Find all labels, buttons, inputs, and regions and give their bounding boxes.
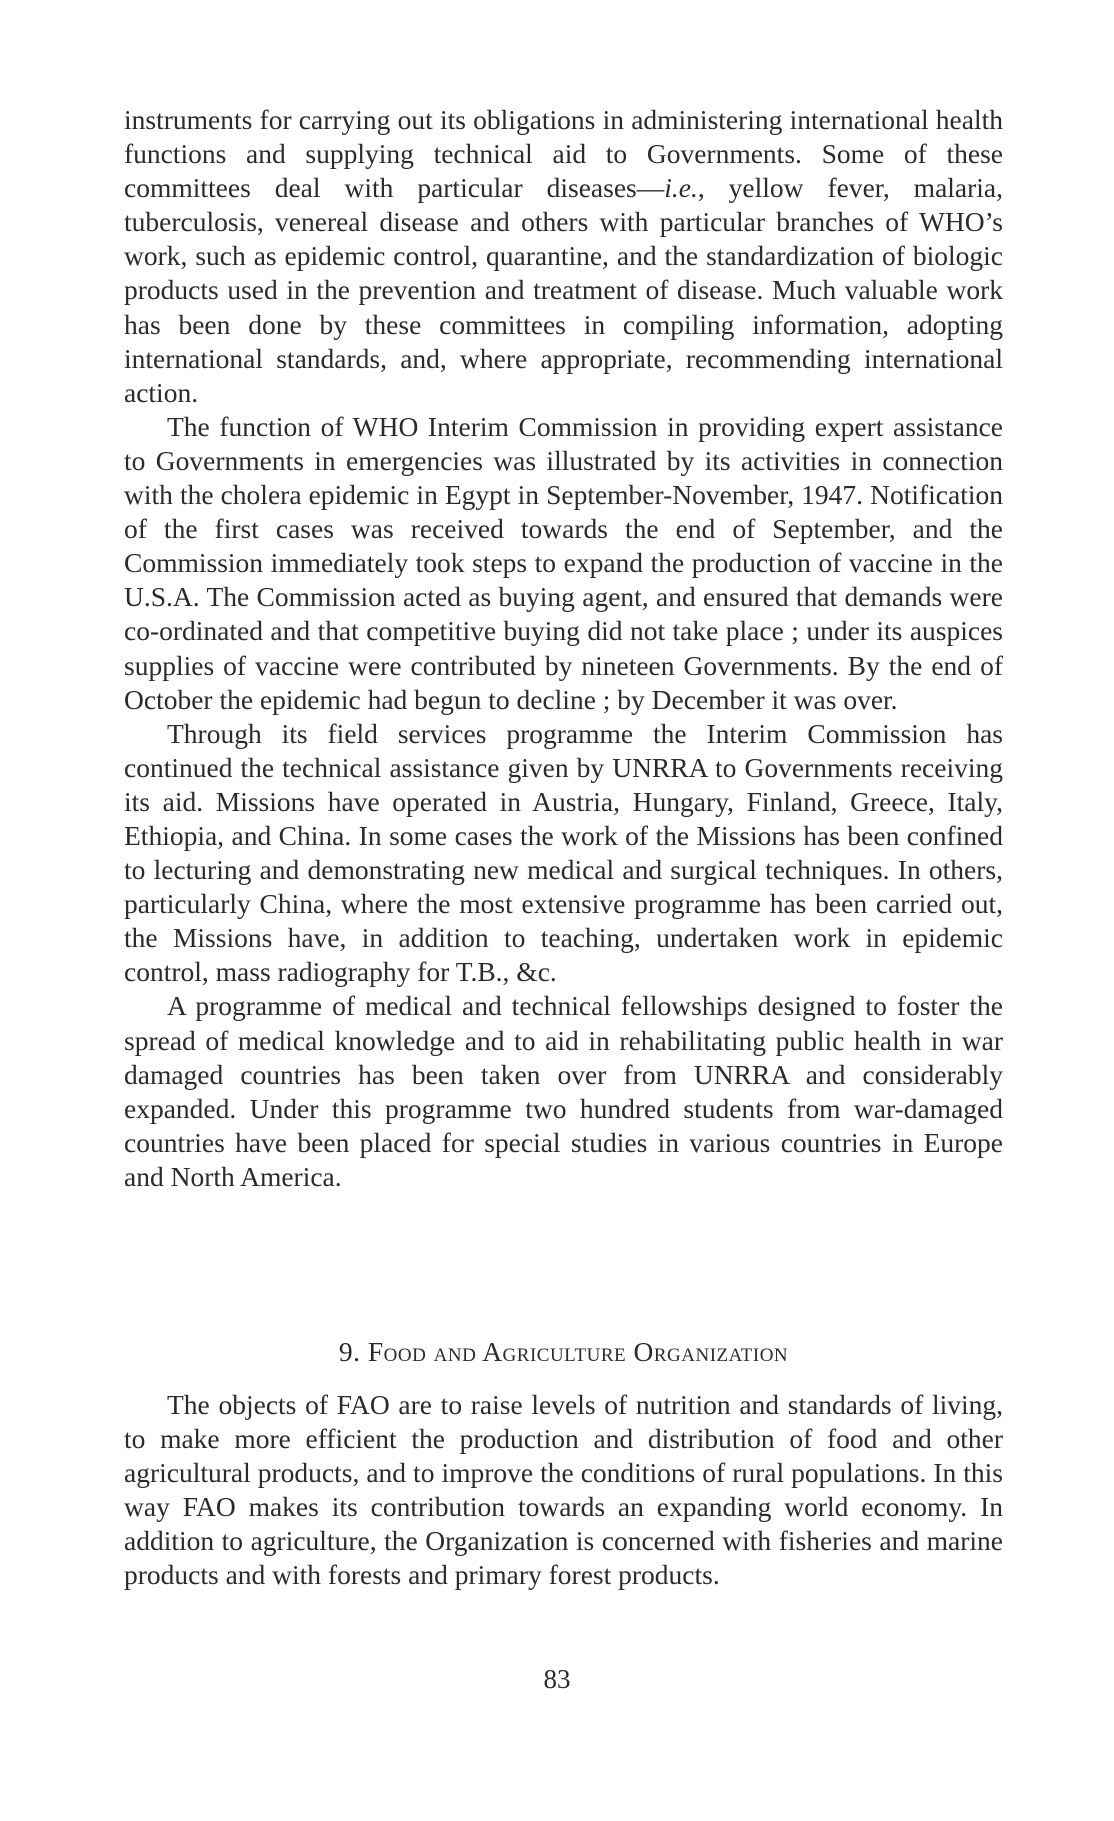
ie-abbreviation: i.e. [664,172,698,204]
paragraph-cholera: The function of WHO Interim Commission in providing expert assistance to Governments in emergencies was illustrated by its activities in connection with the cholera epidemic in Egypt in September-November, 1947. Notification of the first cases was received towards the end of September, and the Commission immediately took steps to expand the production of vaccine in the U.S.A. The Commission acted as buying agent, and ensured that demands were co-ordinated and that competitive buying did not take place ; under its auspices supplies of vaccine were contributed by nineteen Governments. By the end of October the epidemic had begun to decline ; by December it was over. [124,410,1003,715]
paragraph-field-services: Through its field services programme the Interim Commission has continued the technical assistance given by UNRRA to Governments receiving its aid. Missions have operated in Austria, Hungary, Finland, Greece, Italy, Ethiopia, and China. In some cases the work of the Missions has been confined to lecturing and demonstrating new medical and surgical techniques. In others, particularly China, where the most extensive programme has been carried out, the Missions have, in addition to teaching, undertaken work in epidemic control, mass radiography for T.B., &c. [124,717,1003,988]
section-title: Food and Agriculture Organization [367,1336,789,1367]
section-body-text [124,1388,1003,1593]
paragraph-fellowships: A programme of medical and technical fellowships designed to foster the spread of medical knowledge and to aid in rehabilitating public health in war damaged countries has been taken over from UNRRA and considerably expanded. Under this programme two hundred students from war-damaged countries have been placed for special studies in various countries in Europe and North America. [124,990,1003,1192]
continuation-text-before: instruments for carrying out its obligations in administering international health functions and supplying technical aid to Governments. Some of these committees deal with particular diseases— [124,104,1003,204]
continuation-paragraph [124,103,1003,410]
section-heading [124,1335,1003,1369]
paragraph-fao-objects: The objects of FAO are to raise levels of nutrition and standards of living, to make more efficient the production and distribution of food and other agricultural products, and to improve the conditions of rural populations. In this way FAO makes its contribution towards an expanding world economy. In addition to agriculture, the Organization is concerned with fisheries and marine products and with forests and primary forest products. [124,1389,1003,1591]
page-number: 83 [543,1664,571,1694]
continuation-text-after: , yellow fever, malaria, tuberculosis, venereal disease and others with particular branches of WHO’s work, such as epidemic control, quarantine, and the standardization of biologic products used in the prevention and treatment of disease. Much valuable work has been done by these committees in compiling information, adopting international standards, and, where appropriate, recommending international action. [124,172,1004,408]
body-text [124,103,1003,1194]
section-number: 9. [338,1336,361,1367]
